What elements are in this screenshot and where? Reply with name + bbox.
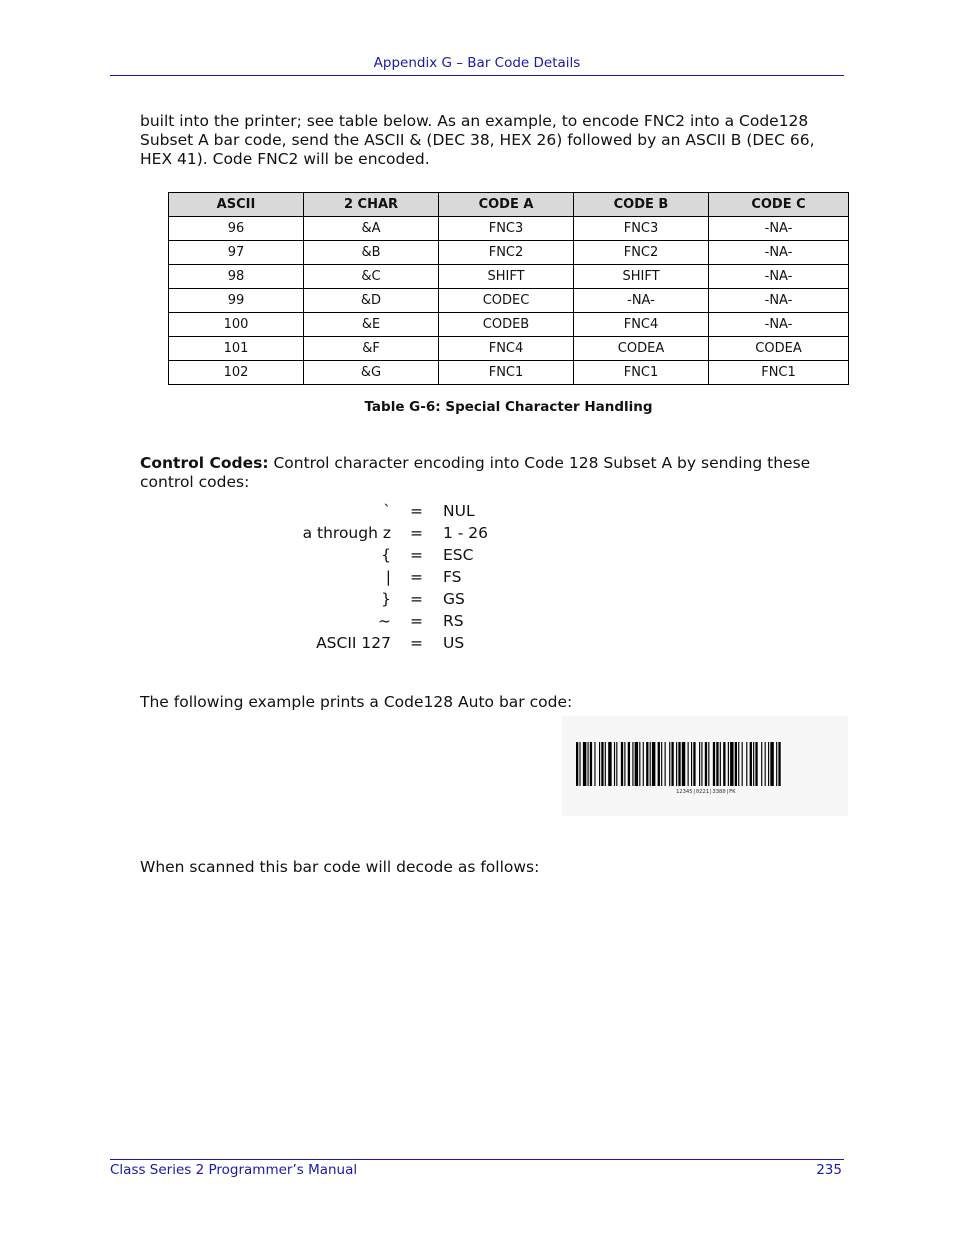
control-code-value: 1 - 26	[443, 524, 489, 542]
control-code-row	[230, 632, 530, 654]
barcode-bar	[639, 742, 640, 786]
table-cell: 97	[169, 241, 304, 265]
barcode-bar	[621, 742, 623, 786]
barcode-bar	[735, 742, 737, 786]
column-header: CODE B	[574, 193, 709, 217]
table-cell: SHIFT	[439, 265, 574, 289]
table-cell: &F	[304, 337, 439, 361]
table-cell: 101	[169, 337, 304, 361]
barcode-bar	[643, 742, 644, 786]
control-code-key: }	[381, 590, 391, 608]
decode-paragraph: When scanned this bar code will decode as follows:	[140, 858, 540, 876]
control-code-value: ESC	[443, 546, 474, 564]
table-cell: FNC3	[574, 217, 709, 241]
barcode-image	[562, 716, 848, 816]
barcode-bar	[776, 742, 777, 786]
barcode-bar	[635, 742, 638, 786]
barcode-bar	[646, 742, 648, 786]
barcode-bar	[728, 742, 729, 786]
control-codes-text: Control character encoding into Code 128 Subset A by sending these control codes:	[140, 454, 811, 491]
table-cell: CODEC	[439, 289, 574, 313]
barcode-bar	[678, 742, 680, 786]
barcode-bar	[590, 742, 592, 786]
table-cell: &B	[304, 241, 439, 265]
barcode-bar	[750, 742, 752, 786]
control-code-list	[230, 500, 530, 654]
barcode-bars	[576, 742, 781, 786]
table-cell: &D	[304, 289, 439, 313]
control-code-row	[230, 500, 530, 522]
control-code-value: RS	[443, 612, 464, 630]
barcode-bar	[768, 742, 769, 786]
barcode-bar	[588, 742, 589, 786]
barcode-bar	[661, 742, 662, 786]
control-codes-paragraph	[140, 454, 845, 492]
equals-sign: =	[410, 612, 423, 630]
column-header: 2 CHAR	[304, 193, 439, 217]
barcode-bar	[601, 742, 603, 786]
control-code-value: US	[443, 634, 465, 652]
barcode-bar	[579, 742, 580, 786]
barcode-bar	[708, 742, 709, 786]
table-cell: CODEA	[574, 337, 709, 361]
table-cell: &G	[304, 361, 439, 385]
table-header-row	[169, 193, 849, 217]
barcode-bar	[682, 742, 685, 786]
barcode-bar	[599, 742, 600, 786]
column-header: ASCII	[169, 193, 304, 217]
barcode-bar	[755, 742, 757, 786]
barcode-bar	[730, 742, 733, 786]
table-cell: 100	[169, 313, 304, 337]
equals-sign: =	[410, 546, 423, 564]
control-code-row	[230, 610, 530, 632]
barcode-bar	[701, 742, 702, 786]
equals-sign: =	[410, 634, 423, 652]
barcode-bar	[594, 742, 595, 786]
barcode-bar	[765, 742, 766, 786]
table-cell: FNC1	[574, 361, 709, 385]
footer-manual-title: Class Series 2 Programmer’s Manual	[110, 1162, 358, 1178]
barcode-bar	[705, 742, 707, 786]
table-cell: FNC1	[439, 361, 574, 385]
table-cell: &A	[304, 217, 439, 241]
control-code-row	[230, 566, 530, 588]
table-row	[169, 361, 849, 385]
barcode-bar	[576, 742, 578, 786]
control-code-row	[230, 544, 530, 566]
table-cell: FNC4	[574, 313, 709, 337]
table-cell: -NA-	[709, 241, 849, 265]
table-cell: -NA-	[709, 265, 849, 289]
barcode-bar	[583, 742, 586, 786]
table-cell: FNC2	[439, 241, 574, 265]
barcode-bar	[693, 742, 695, 786]
table-row	[169, 241, 849, 265]
barcode-bar	[665, 742, 666, 786]
barcode-bar	[632, 742, 633, 786]
page-header: Appendix G – Bar Code Details	[110, 55, 844, 76]
table-row	[169, 337, 849, 361]
table-cell: -NA-	[709, 217, 849, 241]
table-cell: CODEB	[439, 313, 574, 337]
barcode-bar	[614, 742, 615, 786]
table-cell: FNC3	[439, 217, 574, 241]
special-character-table	[168, 192, 849, 385]
barcode-bar	[688, 742, 689, 786]
column-header: CODE A	[439, 193, 574, 217]
barcode-graphic	[562, 716, 848, 816]
table-row	[169, 217, 849, 241]
example-paragraph: The following example prints a Code128 Auto bar code:	[140, 693, 573, 711]
table-cell: CODEA	[709, 337, 849, 361]
barcode-bar	[753, 742, 754, 786]
barcode-bar	[616, 742, 617, 786]
control-code-value: GS	[443, 590, 465, 608]
control-code-value: NUL	[443, 502, 475, 520]
table-cell: FNC1	[709, 361, 849, 385]
table-row	[169, 265, 849, 289]
control-code-key: ASCII 127	[316, 634, 391, 652]
table-cell: FNC4	[439, 337, 574, 361]
table-cell: SHIFT	[574, 265, 709, 289]
table-cell: FNC2	[574, 241, 709, 265]
table-row	[169, 313, 849, 337]
equals-sign: =	[410, 502, 423, 520]
barcode-bar	[742, 742, 743, 786]
barcode-bar	[716, 742, 718, 786]
table-cell: 96	[169, 217, 304, 241]
page-number: 235	[816, 1162, 842, 1178]
barcode-bar	[761, 742, 762, 786]
barcode-bar	[699, 742, 700, 786]
control-code-key: a through z	[302, 524, 391, 542]
table-cell: &C	[304, 265, 439, 289]
table-cell: -NA-	[709, 313, 849, 337]
barcode-bar	[605, 742, 606, 786]
barcode-bar	[723, 742, 725, 786]
barcode-bar	[770, 742, 773, 786]
table-cell: &E	[304, 313, 439, 337]
column-header: CODE C	[709, 193, 849, 217]
barcode-bar	[746, 742, 747, 786]
barcode-bar	[738, 742, 739, 786]
barcode-bar	[628, 742, 630, 786]
barcode-bar	[669, 742, 670, 786]
control-code-value: FS	[443, 568, 462, 586]
barcode-bar	[650, 742, 651, 786]
intro-paragraph: built into the printer; see table below. As an example, to encode FNC2 into a Code128 Subset A bar code, send the ASCII & (DEC 38, HEX 26) followed by an ASCII B (DEC 66, HEX 41). Code FNC2 will be encoded.	[140, 112, 815, 168]
equals-sign: =	[410, 524, 423, 542]
table-caption: Table G-6: Special Character Handling	[364, 399, 653, 415]
barcode-human-readable: 12345|0221|3380|FK	[676, 789, 736, 795]
table-cell: 102	[169, 361, 304, 385]
table-cell: 98	[169, 265, 304, 289]
control-code-key: {	[381, 546, 391, 564]
footer-divider	[110, 1159, 844, 1160]
control-code-key: `	[383, 502, 391, 520]
equals-sign: =	[410, 590, 423, 608]
table-cell: -NA-	[574, 289, 709, 313]
control-code-row	[230, 588, 530, 610]
barcode-bar	[691, 742, 692, 786]
barcode-bar	[720, 742, 721, 786]
table-cell: 99	[169, 289, 304, 313]
barcode-bar	[778, 742, 780, 786]
equals-sign: =	[410, 568, 423, 586]
barcode-bar	[658, 742, 660, 786]
control-code-row	[230, 522, 530, 544]
control-code-key: |	[385, 568, 391, 586]
barcode-bar	[676, 742, 677, 786]
barcode-bar	[608, 742, 611, 786]
barcode-bar	[671, 742, 673, 786]
table-cell: -NA-	[709, 289, 849, 313]
table-row	[169, 289, 849, 313]
control-codes-label: Control Codes:	[140, 454, 269, 472]
control-code-key: ~	[378, 612, 391, 630]
barcode-bar	[713, 742, 715, 786]
barcode-bar	[652, 742, 655, 786]
barcode-bar	[624, 742, 625, 786]
